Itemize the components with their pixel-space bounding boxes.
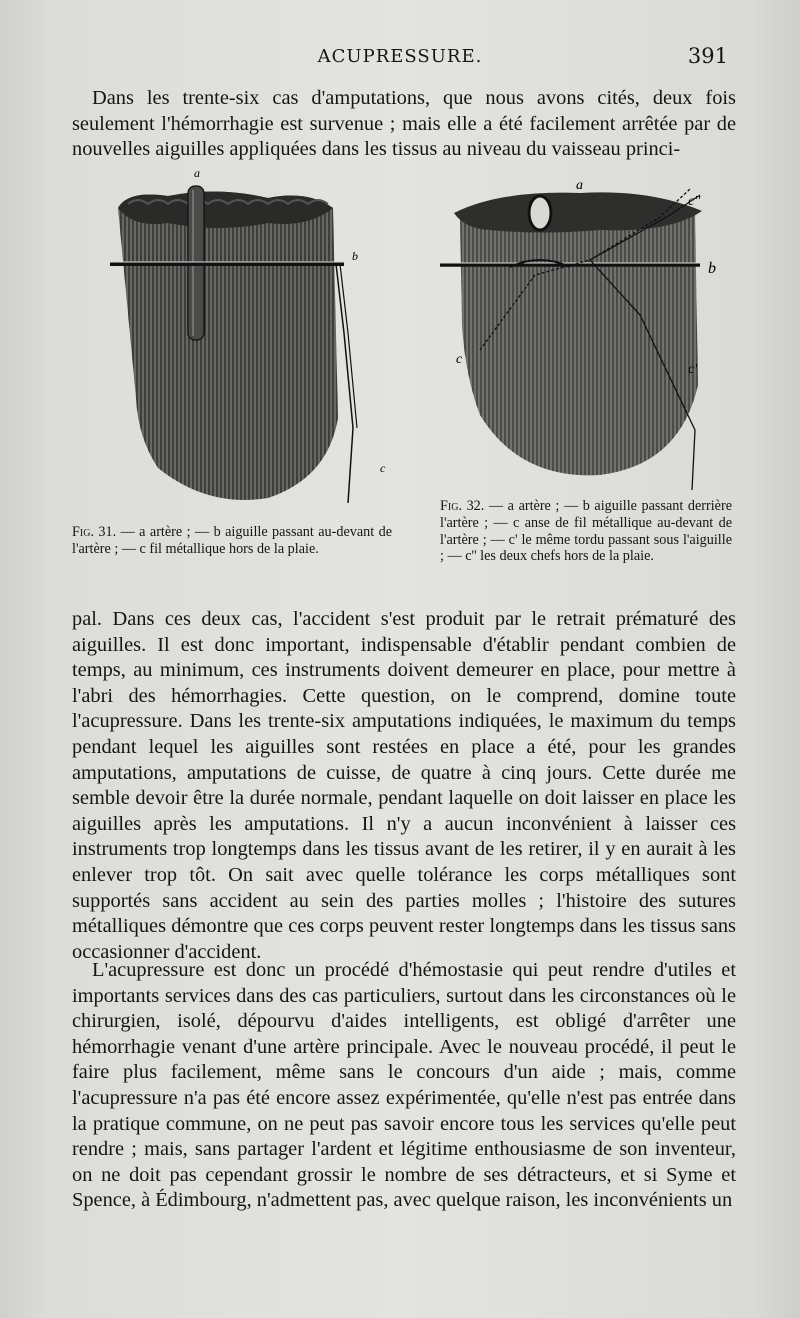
paragraph-3: L'acupressure est donc un procédé d'hémostasie qui peut rendre d'utiles et importants services dans des cas particuliers, surtout dans les circonstances où le chirurgien, isolé, dépourvu d'aides intelligents, est obligé d'arrêter une hémorrhagie venant d'une artère principale. Avec le nouveau procédé, il peut le faire plus facilement, même sans le concours d'un aide ; mais, comme l'acupressure n'a pas été encore assez expérimentée, qu'elle n'est pas entrée dans la pratique commune, on ne peut pas savoir encore tous les services qu'elle peut rendre ; mais, sans partager l'ardent et légitime enthousiasme de son inventeur, on ne doit pas cependant grossir le nombre de ses détracteurs, et si Syme et Spence, à Édimbourg, n'admettent pas, avec quelque raison, les inconvénients un	[72, 959, 736, 1212]
fig32-label-c-prime: c'	[688, 362, 698, 377]
fig32-label-c: c	[456, 352, 463, 367]
running-title: ACUPRESSURE.	[317, 46, 483, 67]
fig31-label-c-text: c	[380, 461, 386, 475]
fig32-caption-label: Fig. 32.	[440, 498, 485, 514]
figure-31-caption	[72, 524, 392, 558]
fig32-label-b: b	[708, 260, 716, 277]
fig31-label-b: b	[352, 249, 358, 263]
fig31-caption-label: Fig. 31.	[72, 524, 117, 540]
page-number: 391	[687, 44, 728, 68]
figure-32-illustration	[440, 175, 730, 490]
fig31-label-a: a	[194, 168, 200, 180]
fig31-label-c-wrapper	[378, 458, 398, 478]
paragraph-2: pal. Dans ces deux cas, l'accident s'est produit par le retrait prématuré des aiguilles. Il est donc important, indispensable d'établir pendant combien de temps, au minimum, ces instruments doivent demeurer en place, pour mettre à l'abri des hémorrhagies. Cette question, on le comprend, domine toute l'acupressure. Dans les trente-six amputations indiquées, le maximum du temps pendant lequel les aiguilles sont restées en place a été, pour les grandes amputations, amputations de cuisse, de quatre à cinq jours. Cette durée me semble devoir être la durée normale, pendant laquelle on doit laisser en place les aiguilles après les amputations. Il n'y a aucun inconvénient à laisser ces instruments trop longtemps dans les tissus avant de les retirer, il y en aurait à les enlever trop tôt. On sait avec quelle tolérance les corps métalliques sont supportés sans accident au sein des parties molles ; l'histoire des sutures métalliques démontre que ces corps peuvent rester longtemps dans les tissus sans occasionner d'accident.	[72, 608, 736, 963]
page-header	[72, 42, 728, 74]
paragraph-1: Dans les trente-six cas d'amputations, que nous avons cités, deux fois seulement l'hémorrhagie est survenue ; mais elle a été facilement arrêtée par de nouvelles aiguilles appliquées dans les tissus au niveau du vaisseau princi-	[72, 87, 736, 161]
fig32-label-c-second: c''	[688, 194, 701, 209]
fig32-caption-text: — a artère ; — b aiguille passant derrière l'artère ; — c anse de fil métallique au-devant de l'artère ; — c' le même tordu passant sous l'aiguille ; — c'' les deux chefs hors de la plaie.	[440, 498, 732, 565]
figure-32-caption	[440, 498, 732, 565]
fig31-caption-text: — a artère ; — b aiguille passant au-devant de l'artère ; — c fil métallique hors de la plaie.	[72, 524, 392, 557]
figure-31-illustration	[108, 168, 358, 508]
fig32-label-a: a	[576, 178, 583, 193]
